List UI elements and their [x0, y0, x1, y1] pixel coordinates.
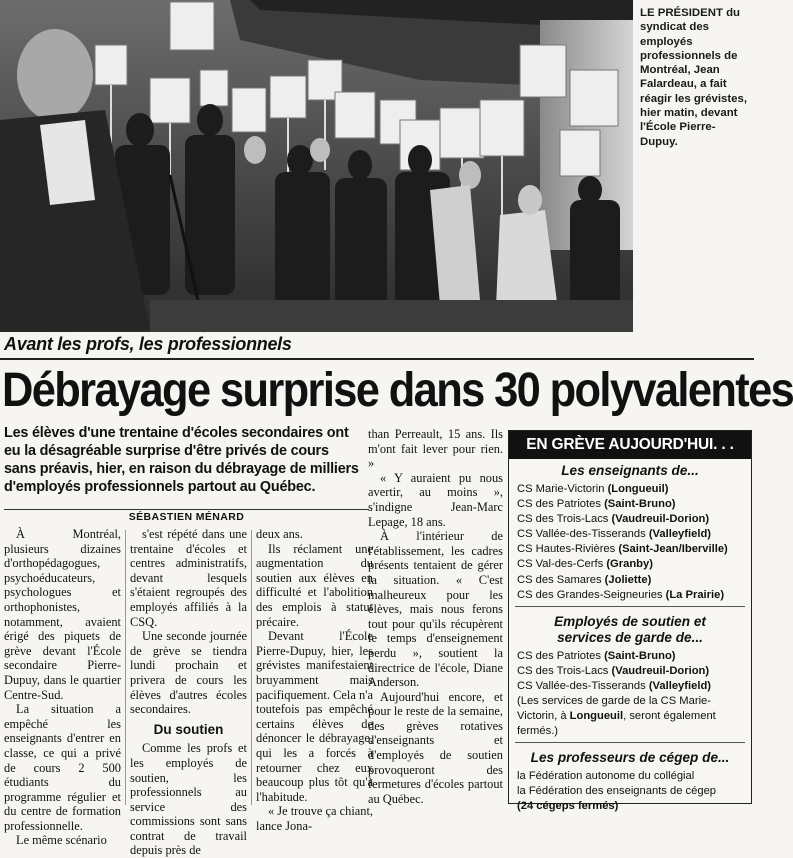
- kicker: Avant les profs, les professionnels: [4, 334, 292, 354]
- paragraph: s'est répété dans une trentaine d'écoles et centres administratifs, devant lesquels s'étaient regroupés des employés affiliés à la CSQ.: [130, 527, 247, 629]
- article-column-4: [368, 427, 503, 806]
- divider: [0, 358, 754, 360]
- paragraph: Devant l'École Pierre-Dupuy, hier, les grévistes manifestaient bruyamment mais pacifiquement. Cela n'a toutefois pas empêché certains élèves de dénoncer le débrayage, qui les a forcés à retourner chez eux beaucoup plus tôt qu'à l'habitude.: [256, 629, 373, 804]
- photo-caption: [640, 6, 752, 149]
- news-photo: [0, 0, 633, 332]
- list-item: CS Marie-Victorin (Longueuil): [517, 483, 669, 495]
- column-divider: [251, 530, 252, 805]
- column-divider: [125, 530, 126, 805]
- article-column-2: [130, 527, 247, 858]
- list-item: CS des Trois-Lacs (Vaudreuil-Dorion): [517, 513, 710, 526]
- paragraph: than Perreault, 15 ans. Ils m'ont fait lever pour rien. »: [368, 427, 503, 471]
- cegep-list: [509, 769, 751, 814]
- paragraph: Ils réclament une augmentation du soutien aux élèves en difficulté et l'abolition des emplois à statut précaire.: [256, 541, 373, 629]
- sidebar-section-heading: Les professeurs de cégep de...: [530, 750, 730, 766]
- list-item: CS Vallée-des-Tisserands (Valleyfield): [517, 528, 712, 541]
- sidebar-section-heading: Les enseignants de...: [561, 463, 699, 478]
- teachers-list: [509, 482, 751, 603]
- support-staff-list: [509, 649, 751, 694]
- lead-paragraph: Les élèves d'une trentaine d'écoles secondaires ont eu la désagréable surprise d'être privés de cours sans préavis, hier, en raison du débrayage de milliers d'employés professionnels partout au Québec.: [4, 425, 359, 495]
- protest-crowd-image: [0, 0, 633, 332]
- list-item: la Fédération des enseignants de cégep: [517, 785, 717, 798]
- paragraph: À Montréal, plusieurs dizaines d'orthopédagogues, psychoéducateurs, psychologues et orthophonistes, notamment, avaient érigé des piquets de grève devant l'École secondaire Pierre-Dupuy, dans le quartier Centre-Sud.: [4, 527, 121, 702]
- list-item: CS des Samares (Joliette): [517, 573, 652, 586]
- sidebar-section-heading: Employés de soutien et services de garde de...: [554, 613, 706, 645]
- paragraph: « Je trouve ça chiant, lance Jona-: [256, 804, 373, 833]
- list-item: CS Vallée-des-Tisserands (Valleyfield): [517, 679, 712, 692]
- article-column-1: [4, 527, 121, 848]
- list-item: CS des Patriotes (Saint-Bruno): [517, 649, 676, 662]
- list-item: (24 cégeps fermés): [517, 800, 619, 813]
- paragraph: Aujourd'hui encore, et pour le reste de la semaine, des grèves rotatives d'enseignants et d'employés de soutien provoqueront des fermetures d'écoles partout au Québec.: [368, 689, 503, 806]
- paragraph: Une seconde journée de grève se tiendra lundi prochain et privera de cours les élèves d'autres écoles secondaires.: [130, 629, 247, 717]
- list-item: la Fédération autonome du collégial: [517, 770, 695, 783]
- list-item: CS Val-des-Cerfs (Granby): [517, 558, 653, 571]
- paragraph: Comme les profs et les employés de soutien, les professionnels au service des commissions sont sans contrat de travail depuis près de: [130, 741, 247, 858]
- divider: [515, 606, 745, 607]
- strike-sidebar: [508, 430, 752, 813]
- divider: [515, 742, 745, 743]
- caption-text: LE PRÉSIDENT du syndicat des employés professionnels de Montréal, Jean Falardeau, a fait réagir les grévistes, hier matin, devant l'École Pierre-Dupuy.: [640, 7, 748, 148]
- article-column-3: [256, 527, 373, 833]
- byline: SÉBASTIEN MÉNARD: [4, 509, 369, 523]
- list-item: CS Hautes-Rivières (Saint-Jean/Iberville): [517, 543, 728, 556]
- list-item: CS des Trois-Lacs (Vaudreuil-Dorion): [517, 664, 710, 677]
- paragraph: deux ans.: [256, 527, 303, 541]
- paragraph: La situation a empêché les enseignants d'entrer en classe, ce qui a privé de cours 2 500 étudiants du programme régulier et du centre de formation professionnelle.: [4, 702, 121, 833]
- sidebar-note: (Les services de garde de la CS Marie-Victorin, à Longueuil, seront également fermés.): [517, 695, 716, 738]
- list-item: CS des Grandes-Seigneuries (La Prairie): [517, 588, 725, 601]
- list-item: CS des Patriotes (Saint-Bruno): [517, 498, 676, 511]
- sidebar-title: EN GRÈVE AUJOURD'HUI. . .: [509, 431, 751, 459]
- paragraph: « Y auraient pu nous avertir, au moins », s'indigne Jean-Marc Lepage, 18 ans.: [368, 470, 503, 529]
- paragraph: Le même scénario: [16, 833, 107, 848]
- headline: Débrayage surprise dans 30 polyvalentes: [2, 364, 793, 417]
- paragraph: À l'intérieur de l'établissement, les cadres présents tentaient de gérer la situation. « C'est malheureux pour les élèves, mais nous ferons tout pour qu'ils récupèrent le temps d'enseignement perdu », soutient la directrice de l'école, Diane Anderson.: [368, 529, 503, 690]
- subheading: Du soutien: [153, 721, 224, 737]
